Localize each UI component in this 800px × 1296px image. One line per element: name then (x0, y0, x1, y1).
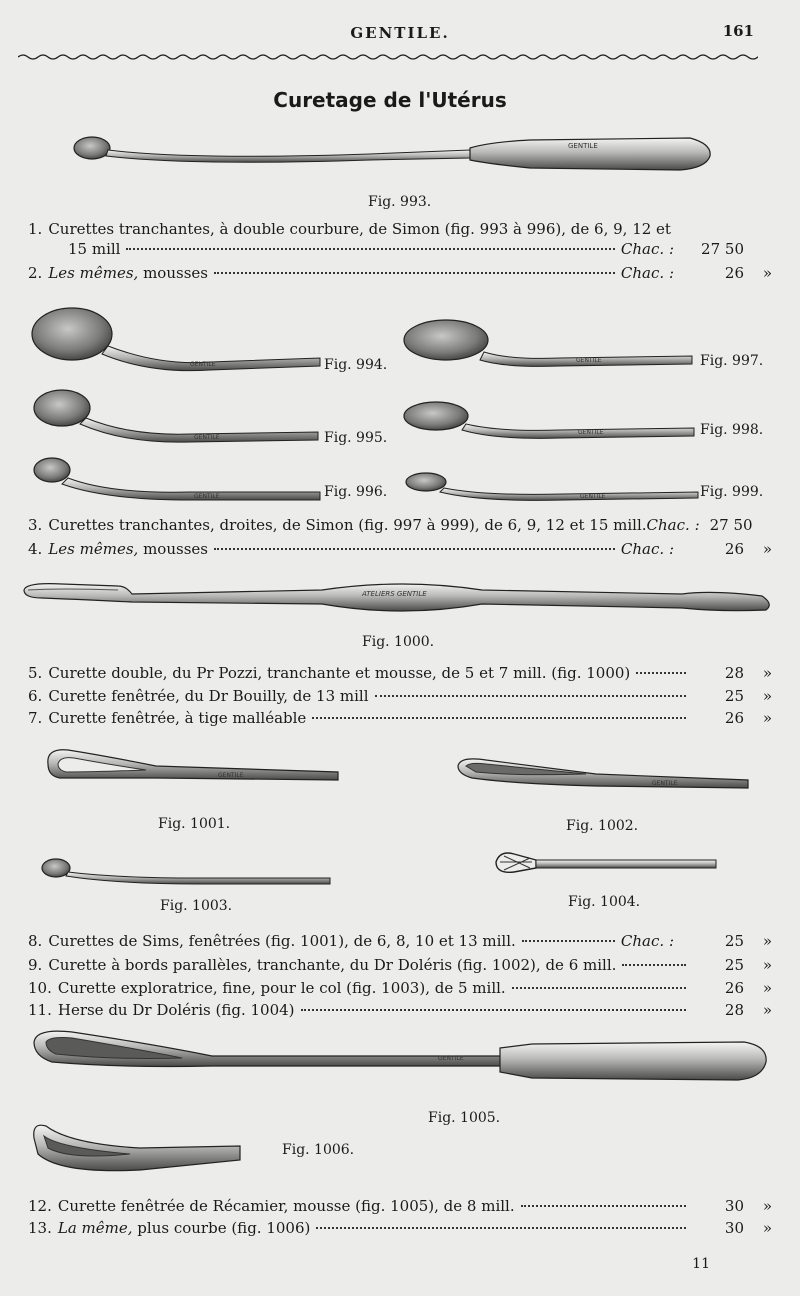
svg-text:GENTILE: GENTILE (194, 493, 220, 500)
price: 30 (724, 1197, 744, 1215)
figure-caption: Fig. 1004. (568, 894, 641, 910)
catalog-entry-3: 3. Curettes tranchantes, droites, de Simon (fig. 997 à 999), de 6, 9, 12 et 15 mill. Chac. : 27 50 (28, 516, 753, 534)
price: 27 50 (701, 240, 744, 258)
figure-caption: Fig. 1005. (428, 1110, 501, 1126)
svg-text:ATELIERS GENTILE: ATELIERS GENTILE (362, 590, 427, 598)
curette-illustration-995 (30, 386, 330, 446)
svg-text:GENTILE: GENTILE (190, 361, 216, 368)
curette-illustration-1004 (492, 848, 720, 878)
catalog-entry-13: 13. La même, plus courbe (fig. 1006) 30 » (28, 1219, 772, 1237)
catalog-entry-5: 5. Curette double, du Pr Pozzi, tranchante et mousse, de 5 et 7 mill. (fig. 1000) 28 » (28, 664, 772, 682)
price: 27 50 (709, 516, 753, 534)
svg-text:GENTILE: GENTILE (580, 493, 606, 500)
svg-text:GENTILE: GENTILE (194, 434, 220, 441)
figure-caption: Fig. 1001. (158, 816, 231, 832)
figure-caption: Fig. 1003. (160, 898, 233, 914)
signature-mark: 11 (692, 1256, 710, 1272)
svg-text:GENTILE: GENTILE (576, 357, 602, 364)
section-title: Curetage de l'Utérus (273, 88, 507, 112)
figure-caption: Fig. 996. (324, 484, 388, 500)
curette-illustration-994 (30, 300, 330, 384)
price: 25 (724, 687, 744, 705)
page-number: 161 (722, 22, 754, 40)
curette-illustration-1000 (22, 576, 774, 620)
figure-caption: Fig. 994. (324, 357, 388, 373)
catalog-entry-4: 4. Les mêmes, mousses Chac. : 26 » (28, 540, 772, 558)
curette-illustration-997 (400, 316, 700, 376)
figure-caption: Fig. 998. (700, 422, 764, 438)
svg-text:GENTILE: GENTILE (652, 780, 678, 787)
price: 28 (724, 1001, 744, 1019)
figure-caption: Fig. 1000. (362, 634, 435, 650)
catalog-entry-10: 10. Curette exploratrice, fine, pour le col (fig. 1003), de 5 mill. 26 » (28, 979, 772, 997)
svg-text:GENTILE: GENTILE (218, 772, 244, 779)
curette-illustration-1005 (32, 1026, 772, 1090)
catalog-entry-1-continued: 15 mill Chac. : 27 50 (68, 240, 744, 258)
price: 28 (724, 664, 744, 682)
catalog-entry-9: 9. Curette à bords parallèles, tranchante, du Dr Doléris (fig. 1002), de 6 mill. 25 » (28, 956, 772, 974)
catalog-entry-11: 11. Herse du Dr Doléris (fig. 1004) 28 » (28, 1001, 772, 1019)
figure-caption: Fig. 1006. (282, 1142, 355, 1158)
svg-text:GENTILE: GENTILE (578, 429, 604, 436)
curette-illustration-998 (400, 398, 700, 442)
price: 26 (724, 540, 744, 558)
brand-engraving: GENTILE (568, 142, 598, 150)
entry-description: Curettes tranchantes, à double courbure, de Simon (fig. 993 à 996), de 6, 9, 12 et (48, 220, 671, 238)
curette-illustration-1001 (46, 744, 342, 786)
catalog-entry-8: 8. Curettes de Sims, fenêtrées (fig. 1001), de 6, 8, 10 et 13 mill. Chac. : 25 » (28, 932, 772, 950)
curette-illustration-1006 (30, 1120, 244, 1176)
header-rule (18, 52, 758, 62)
price: 30 (724, 1219, 744, 1237)
figure-caption: Fig. 999. (700, 484, 764, 500)
figure-caption: Fig. 1002. (566, 818, 639, 834)
figure-caption: Fig. 995. (324, 430, 388, 446)
catalog-entry-6: 6. Curette fenêtrée, du Dr Bouilly, de 13 mill 25 » (28, 687, 772, 705)
figure-caption: Fig. 997. (700, 353, 764, 369)
curette-illustration-1002 (456, 754, 752, 796)
curette-illustration-999 (404, 470, 700, 504)
price: 26 (724, 709, 744, 727)
catalog-entry-7: 7. Curette fenêtrée, à tige malléable 26 » (28, 709, 772, 727)
figure-caption: Fig. 993. (368, 194, 432, 210)
catalog-entry-12: 12. Curette fenêtrée de Récamier, mousse (fig. 1005), de 8 mill. 30 » (28, 1197, 772, 1215)
price: 25 (724, 932, 744, 950)
svg-text:GENTILE: GENTILE (438, 1055, 464, 1062)
price: 25 (724, 956, 744, 974)
running-header: GENTILE. (350, 24, 450, 42)
price: 26 (724, 979, 744, 997)
catalog-entry-2: 2. Les mêmes, mousses Chac. : 26 » (28, 264, 772, 282)
curette-illustration-993 (70, 128, 720, 184)
curette-illustration-996 (30, 454, 330, 502)
price: 26 (724, 264, 744, 282)
catalog-entry-1: 1. Curettes tranchantes, à double courbure, de Simon (fig. 993 à 996), de 6, 9, 12 et (28, 220, 671, 238)
curette-illustration-1003 (38, 856, 334, 888)
